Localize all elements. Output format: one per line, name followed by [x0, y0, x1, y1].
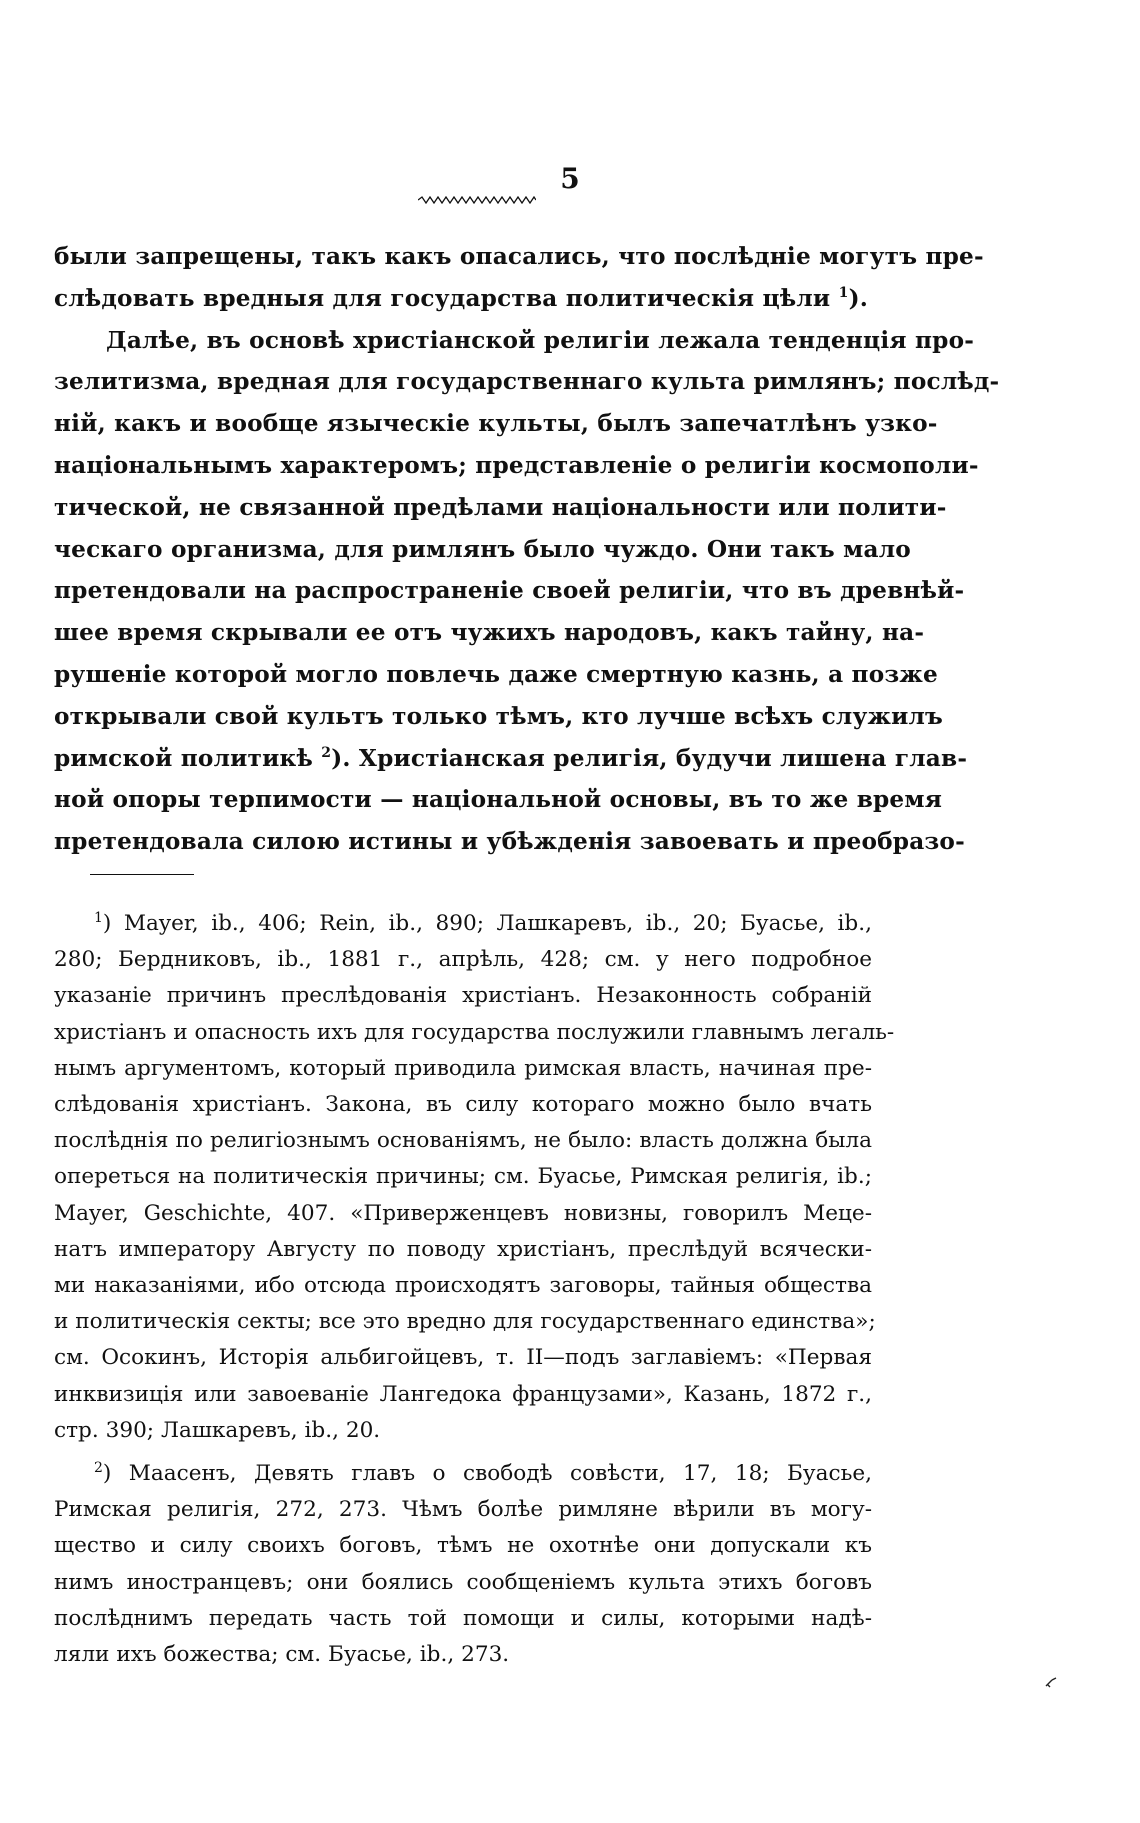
text-line: открывали свой культъ только тѣмъ, кто лучше всѣхъ служилъ — [54, 702, 944, 730]
footnote-line: нымъ аргументомъ, который приводила римская власть, начиная пре- — [54, 1055, 872, 1081]
text-line: Далѣе, въ основѣ христіанской религіи лежала тенденція про- — [106, 326, 975, 354]
footnote-line — [54, 906, 872, 942]
page-number: 5 — [560, 162, 580, 195]
footnote-marker: 1 — [94, 910, 103, 926]
text-line-fragment: слѣдовать вредныя для государства политическія цѣли — [54, 284, 831, 312]
paragraph-2 — [54, 320, 1000, 863]
text-line-fragment: ). — [848, 284, 869, 312]
text-line: зелитизма, вредная для государственнаго культа римлянъ; послѣд- — [54, 368, 1000, 396]
text-line-fragment: ). Христіанская религія, будучи лишена глав- — [331, 744, 968, 772]
text-line: тической, не связанной предѣлами національности или полити- — [54, 493, 947, 521]
footnote-line: христіанъ и опасность ихъ для государства послужили главнымъ легаль- — [54, 1019, 895, 1045]
text-line: претендовали на распространеніе своей религіи, что въ древнѣй- — [54, 577, 965, 605]
footnote-line — [54, 1456, 872, 1492]
text-line-fragment: римской политикѣ — [54, 744, 313, 772]
text-line — [54, 278, 872, 320]
ink-speck-mark — [1044, 1676, 1058, 1688]
footnote-separator — [90, 874, 194, 875]
page-number-ornament — [418, 196, 536, 204]
footnote-line: опереться на политическія причины; см. Буасье, Римская религія, ib.; — [54, 1164, 872, 1190]
footnote-line: указаніе причинъ преслѣдованія христіанъ. Незаконность собраній — [54, 983, 872, 1009]
footnote-line: Римская религія, 272, 273. Чѣмъ болѣе римляне вѣрили въ могу- — [54, 1497, 872, 1523]
text-line: рушеніе которой могло повлечь даже смертную казнь, а позже — [54, 660, 938, 688]
footnote-text: ) Маасенъ, Девять главъ о свободѣ совѣсти, 17, 18; Буасье, — [102, 1461, 872, 1487]
text-line — [54, 738, 968, 780]
footnote-ref-1: 1 — [838, 284, 849, 301]
main-text — [54, 236, 1000, 863]
footnote-marker: 2 — [94, 1460, 103, 1477]
footnotes — [54, 906, 895, 1680]
footnote-1 — [54, 906, 895, 1449]
footnote-line: инквизиція или завоеваніе Лангедока французами», Казань, 1872 г., — [54, 1381, 872, 1407]
text-line: претендовала силою истины и убѣжденія завоевать и преобразо- — [54, 828, 965, 856]
footnote-line: стр. 390; Лашкаревъ, ib., 20. — [54, 1417, 381, 1443]
footnote-line: слѣдованія христіанъ. Закона, въ силу котораго можно было вчать — [54, 1092, 872, 1118]
footnote-text: ) Mayer, ib., 406; Rein, ib., 890; Лашкаревъ, ib., 20; Буасье, ib., — [102, 911, 872, 936]
text-line: ческаго организма, для римлянъ было чуждо. Они такъ мало — [54, 535, 911, 563]
footnote-line: и политическія секты; все это вредно для государственнаго единства»; — [54, 1309, 876, 1335]
text-line: шее время скрывали ее отъ чужихъ народовъ, какъ тайну, на- — [54, 619, 925, 647]
footnote-line: см. Осокинъ, Исторія альбигойцевъ, т. II—подъ заглавіемъ: «Первая — [54, 1345, 872, 1371]
footnote-line: послѣднимъ передать часть той помощи и силы, которыми надѣ- — [54, 1605, 872, 1631]
text-line: національнымъ характеромъ; представленіе о религіи космополи- — [54, 451, 979, 479]
footnote-line: ляли ихъ божества; см. Буасье, ib., 273. — [54, 1642, 510, 1668]
footnote-line: натъ императору Августу по поводу христіанъ, преслѣдуй всячески- — [54, 1236, 872, 1262]
text-line: были запрещены, такъ какъ опасались, что послѣдніе могутъ пре- — [54, 243, 984, 270]
footnote-line: нимъ иностранцевъ; они боялись сообщеніемъ культа этихъ боговъ — [54, 1569, 872, 1595]
footnote-ref-2: 2 — [321, 744, 332, 761]
paragraph-1 — [54, 236, 984, 320]
footnote-line: ми наказаніями, ибо отсюда происходятъ заговоры, тайныя общества — [54, 1273, 872, 1299]
text-line: ной опоры терпимости — національной основы, въ то же время — [54, 786, 943, 814]
footnote-line: послѣднія по религіознымъ основаніямъ, не было: власть должна была — [54, 1128, 872, 1154]
footnote-2 — [54, 1456, 872, 1673]
text-line: ній, какъ и вообще языческіе культы, былъ запечатлѣнъ узко- — [54, 410, 938, 438]
footnote-line: Mayer, Geschichte, 407. «Приверженцевъ новизны, говорилъ Мецe- — [54, 1200, 872, 1226]
footnote-line: 280; Бердниковъ, ib., 1881 г., апрѣль, 428; см. у него подробное — [54, 947, 872, 973]
footnote-line: щество и силу своихъ боговъ, тѣмъ не охотнѣе они допускали къ — [54, 1533, 872, 1559]
